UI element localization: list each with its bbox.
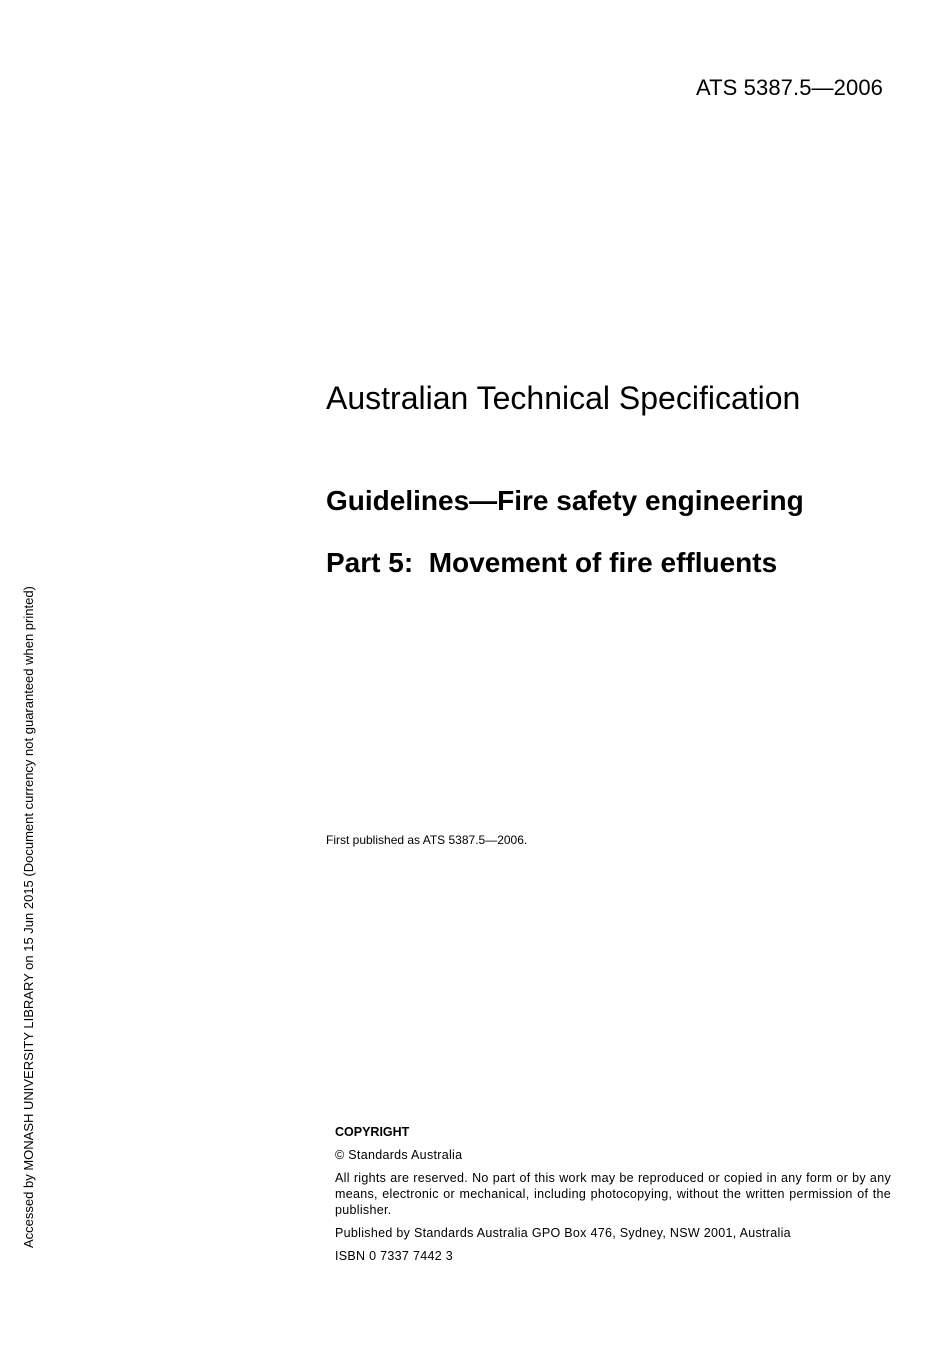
access-watermark-note: Accessed by MONASH UNIVERSITY LIBRARY on 15 Jun 2015 (Document currency not guaranteed when printed) [21,586,36,1248]
publisher-address: Published by Standards Australia GPO Box 476, Sydney, NSW 2001, Australia [335,1226,791,1240]
copyright-holder: © Standards Australia [335,1148,463,1162]
document-title: Guidelines—Fire safety engineering [326,485,804,516]
document-part-title: Part 5: Movement of fire effluents [326,547,778,578]
document-type-heading: Australian Technical Specification [326,380,801,416]
copyright-block [335,1124,891,1271]
document-number: ATS 5387.5—2006 [696,75,883,100]
first-published-note: First published as ATS 5387.5—2006. [326,833,528,847]
isbn: ISBN 0 7337 7442 3 [335,1249,453,1263]
copyright-heading: COPYRIGHT [335,1125,410,1139]
copyright-rights-statement: All rights are reserved. No part of this work may be reproduced or copied in any form or by any means, electronic or mechanical, including photocopying, without the written permission of the publisher. [335,1171,891,1217]
